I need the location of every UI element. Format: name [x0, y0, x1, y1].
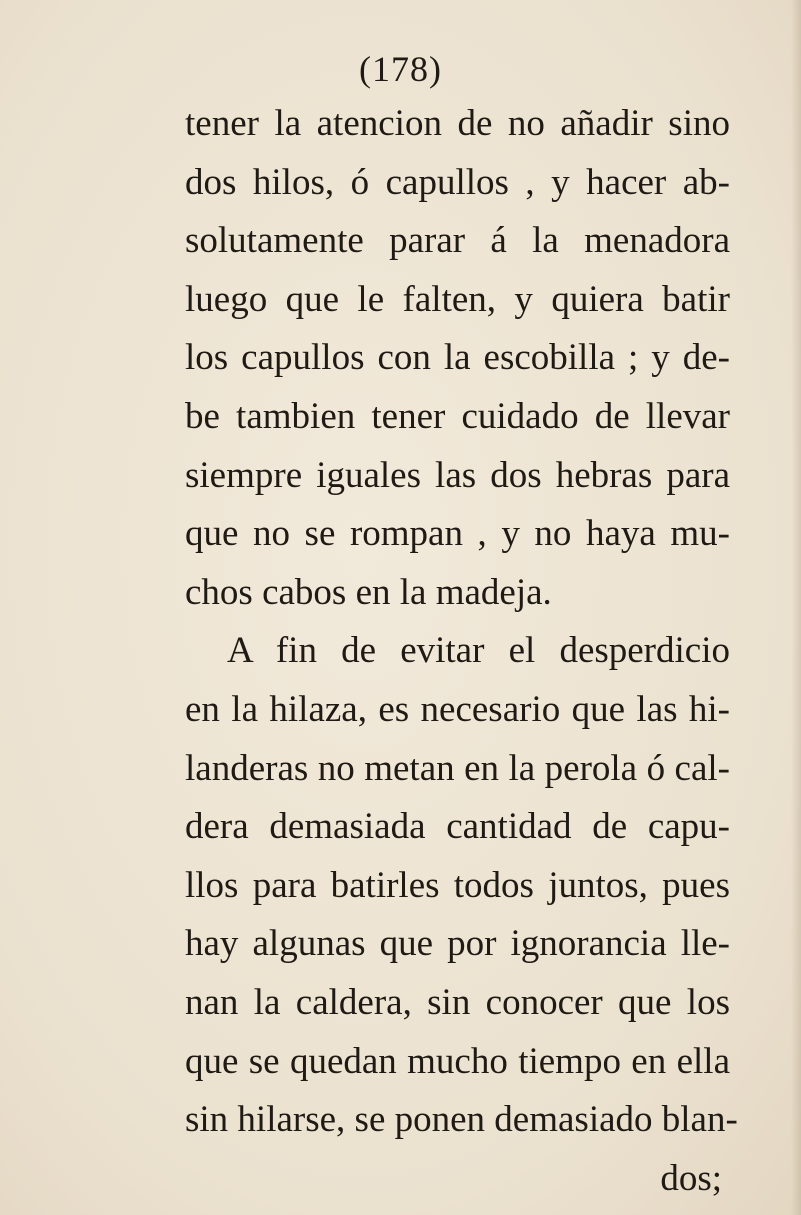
- text-line: siempre iguales las dos hebras para: [185, 454, 730, 496]
- text-line: sin hilarse, se ponen demasiado blan-: [185, 1099, 738, 1141]
- text-line-paragraph-start: A fin de evitar el desperdicio: [227, 630, 730, 672]
- catchword: dos;: [660, 1157, 722, 1199]
- page-edge-shadow: [791, 0, 801, 1215]
- text-line: hay algunas que por ignorancia lle-: [185, 923, 730, 965]
- text-line: solutamente parar á la menadora: [185, 220, 730, 262]
- text-line: que no se rompan , y no haya mu-: [185, 513, 730, 555]
- text-line: llos para batirles todos juntos, pues: [185, 864, 730, 906]
- text-line-paragraph-end: chos cabos en la madeja.: [185, 571, 552, 613]
- page-number: (178): [359, 49, 442, 89]
- text-line: los capullos con la escobilla ; y de-: [185, 337, 730, 379]
- text-line: dera demasiada cantidad de capu-: [185, 806, 730, 848]
- text-line: en la hilaza, es necesario que las hi-: [185, 688, 730, 730]
- text-line: que se quedan mucho tiempo en ella: [185, 1040, 730, 1082]
- text-line: be tambien tener cuidado de llevar: [185, 395, 730, 437]
- text-line: dos hilos, ó capullos , y hacer ab-: [185, 161, 730, 203]
- text-line: landeras no metan en la perola ó cal-: [185, 747, 730, 789]
- text-line: luego que le falten, y quiera batir: [185, 278, 730, 320]
- text-line: nan la caldera, sin conocer que los: [185, 981, 730, 1023]
- text-line: tener la atencion de no añadir sino: [185, 103, 730, 144]
- body-text: [185, 95, 738, 1208]
